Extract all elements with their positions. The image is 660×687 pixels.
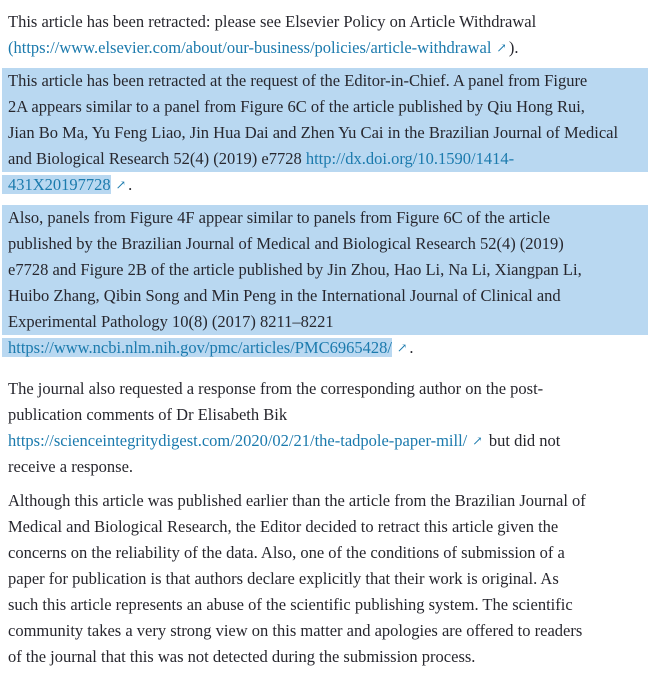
doi-link-line2[interactable]: 431X20197728 <box>8 175 111 194</box>
external-link-icon: ↗ <box>115 178 127 192</box>
text-run: ). <box>508 38 519 57</box>
doi-link-line1[interactable]: http://dx.doi.org/10.1590/1414- <box>305 149 515 168</box>
text-line <box>2 205 648 231</box>
text-line <box>2 644 648 670</box>
text-line <box>2 309 648 335</box>
science-integrity-digest-link[interactable]: https://scienceintegritydigest.com/2020/02/21/the-tadpole-paper-mill/ <box>8 431 468 450</box>
text-run: . <box>409 338 414 357</box>
text-line <box>2 488 648 514</box>
text-run: community takes a very strong view on this matter and apologies are offered to readers <box>8 621 583 640</box>
external-link-icon: ↗ <box>496 41 507 55</box>
external-link-icon: ↗ <box>472 434 483 448</box>
text-run: This article has been retracted at the request of the Editor-in-Chief. A panel from Figure <box>8 71 588 90</box>
text-line <box>2 592 648 618</box>
text-run: 2A appears similar to a panel from Figure 6C of the article published by Qiu Hong Rui, <box>8 97 585 116</box>
pmc-article-link[interactable]: https://www.ncbi.nlm.nih.gov/pmc/articles/PMC6965428/ <box>8 338 392 357</box>
text-run: of the journal that this was not detected during the submission process. <box>8 647 476 666</box>
text-run: Also, panels from Figure 4F appear similar to panels from Figure 6C of the article <box>8 208 551 227</box>
text-line <box>2 402 648 428</box>
text-run: Jian Bo Ma, Yu Feng Liao, Jin Hua Dai and Zhen Yu Cai in the Brazilian Journal of Medical <box>8 123 619 142</box>
text-line <box>2 146 648 172</box>
text-line <box>2 376 648 402</box>
retraction-reason-paragraph <box>0 68 660 198</box>
text-run: concerns on the reliability of the data. Also, one of the conditions of submission of a <box>8 543 565 562</box>
text-line <box>2 428 648 454</box>
text-run: receive a response. <box>8 457 134 476</box>
text-line <box>2 68 648 94</box>
text-run: . <box>128 175 133 194</box>
text-run: and Biological Research 52(4) (2019) e7728 <box>8 149 306 168</box>
editor-decision-paragraph <box>0 488 660 670</box>
text-line <box>2 566 648 592</box>
external-link-icon: ↗ <box>396 341 408 355</box>
text-run: publication comments of Dr Elisabeth Bik <box>8 405 288 424</box>
text-line <box>2 335 648 361</box>
text-run: Experimental Pathology 10(8) (2017) 8211–8221 <box>8 312 334 331</box>
text-run: but did not <box>484 431 561 450</box>
text-line <box>2 94 648 120</box>
text-run: The journal also requested a response from the corresponding author on the post- <box>8 379 544 398</box>
text-line <box>2 514 648 540</box>
additional-similarity-paragraph <box>0 205 660 361</box>
text-line <box>2 618 648 644</box>
text-run: paper for publication is that authors declare explicitly that their work is original. As <box>8 569 559 588</box>
text-line <box>2 257 648 283</box>
text-line <box>2 283 648 309</box>
text-line <box>2 9 648 35</box>
text-line <box>2 231 648 257</box>
text-line <box>2 120 648 146</box>
text-run: This article has been retracted: please see Elsevier Policy on Article Withdrawal <box>8 12 537 31</box>
text-run: e7728 and Figure 2B of the article published by Jin Zhou, Hao Li, Na Li, Xiangpan Li, <box>8 260 582 279</box>
retraction-policy-paragraph <box>0 9 660 61</box>
text-line <box>2 454 648 480</box>
text-run: Medical and Biological Research, the Editor decided to retract this article given the <box>8 517 559 536</box>
elsevier-withdrawal-policy-link[interactable]: (https://www.elsevier.com/about/our-business/policies/article-withdrawal <box>8 38 492 57</box>
text-run: Although this article was published earlier than the article from the Brazilian Journal of <box>8 491 586 510</box>
text-line <box>2 35 648 61</box>
text-run: such this article represents an abuse of the scientific publishing system. The scientific <box>8 595 573 614</box>
text-run: Huibo Zhang, Qibin Song and Min Peng in the International Journal of Clinical and <box>8 286 561 305</box>
text-line <box>2 172 648 198</box>
text-line <box>2 540 648 566</box>
author-response-paragraph <box>0 376 660 480</box>
text-run: published by the Brazilian Journal of Medical and Biological Research 52(4) (2019) <box>8 234 564 253</box>
